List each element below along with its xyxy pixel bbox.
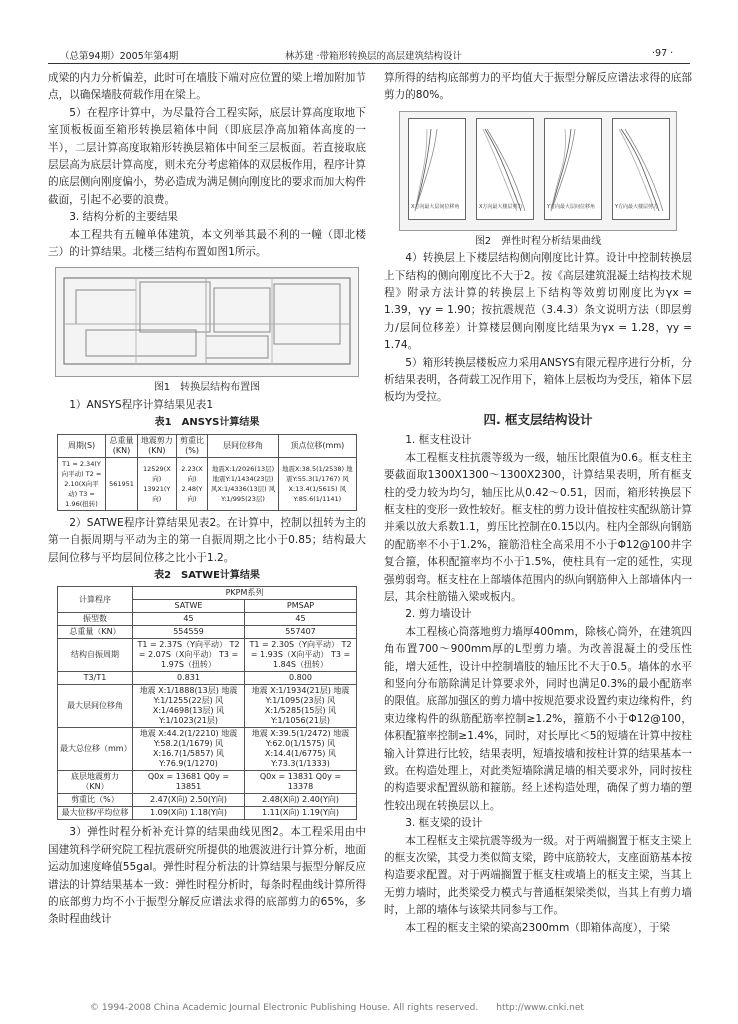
header-rule bbox=[48, 63, 690, 64]
table-cell: 554559 bbox=[133, 626, 245, 639]
table-2-satwe bbox=[57, 586, 357, 820]
table-row bbox=[58, 794, 357, 807]
table-cell: 12529(X向) 13921(Y向) bbox=[137, 457, 176, 510]
header-page-number: ·97 · bbox=[652, 48, 674, 59]
table-cell: 结构自振周期 bbox=[58, 639, 133, 672]
table-1-ansys bbox=[57, 434, 357, 511]
figure-1-floor-plan bbox=[55, 267, 359, 377]
table-header: 顶点位移(mm) bbox=[278, 434, 356, 457]
table-row bbox=[58, 457, 357, 510]
table-cell: 地震X:38.5(1/2538) 地震Y:55.3(1/1767) 风X:13.4(1/5615) 风Y:85.6(1/1141) bbox=[278, 457, 356, 510]
paragraph: 成梁的内力分析偏差，此时可在墙肢下端对应位置的梁上增加附加节点，以确保墙肢荷载作用在梁上。 bbox=[48, 72, 366, 102]
table-header: PMSAP bbox=[245, 600, 357, 613]
table-cell: T1 = 2.37S（Y向平动） T2 = 2.07S（X向平动） T3 = 1.97S（扭转） bbox=[133, 639, 245, 672]
table-header: 总重量(KN) bbox=[106, 434, 138, 457]
table-row bbox=[58, 771, 357, 794]
right-column bbox=[384, 70, 692, 937]
paragraph: 本工程框支主梁抗震等级为一级。对于两端搁置于框支主梁上的框支次梁，其受力类似简支梁，跨中底筋较大，支座面筋基本按构造要求配置。对于两端搁置于框支柱或墙上的框支主梁，当其上无剪力墙时，此类梁受力模式与普通框架梁类似，当其上有剪力墙时，上部的墙体与该梁共同参与工作。 bbox=[384, 834, 692, 917]
table-header-row bbox=[58, 587, 357, 600]
table-cell: 2.23(X向) 2.48(Y向) bbox=[176, 457, 208, 510]
left-column bbox=[48, 70, 366, 929]
table-cell: 地震 X:39.5(1/2472) 地震 Y:62.0(1/1575) 风 X:14.4(1/6775) 风 Y:73.3(1/1333) bbox=[245, 728, 357, 771]
table-cell: Q0x = 13831 Q0y = 13378 bbox=[245, 771, 357, 794]
panel-label: X方向最大楼层剪力 bbox=[479, 204, 523, 211]
table-cell: 561951 bbox=[106, 457, 138, 510]
section-heading: 四. 框支层结构设计 bbox=[483, 411, 593, 427]
table-header: 计算程序 bbox=[58, 587, 133, 613]
table-row bbox=[58, 613, 357, 626]
paragraph: 4）转换层上下楼层结构侧向刚度比计算。设计中控制转换层上下结构的侧向刚度比不大于2。按《高层建筑混凝土结构技术规程》附录方法计算的转换层上下结构等效剪切刚度比为γx = 1.39，γy = 1.90；按抗震规范（3.4.3）条文说明方法（即层剪力/层间位移差）计算楼层侧向刚度比结果为γx = 1.28，γy = 1.74。 bbox=[384, 252, 692, 352]
paragraph: 本工程框支柱抗震等级为一级，轴压比限值为0.6。框支柱主要截面取1300X1300～1300X2300，计算结果表明，所有框支柱的受力较为均匀，轴压比从0.42～0.51，因而，箱形转换层下框支柱的变形一致性较好。框支柱的剪力设计值按柱实配纵筋计算并乘以放大系数1.1，剪压比控制在0.15以内。柱内全部纵向钢筋的配筋率不小于1.2%，箍筋沿柱全高采用不小于Φ12@100井字复合箍，体积配箍率均不小于1.5%，使柱具有一定的延性，实现强剪弱弯。框支柱在上部墙体范围内的纵向钢筋伸入上部墙体内一层，其余柱筋锚入梁或板内。 bbox=[384, 451, 692, 603]
table-header: 层间位移角 bbox=[208, 434, 278, 457]
table-cell: 地震 X:1/1934(21层) 地震 Y:1/1095(23层) 风 X:1/5285(15层) 风 Y:1/1056(21层) bbox=[245, 685, 357, 728]
paragraph: 算所得的结构底部剪力的平均值大于振型分解反应谱法求得的底部剪力的80%。 bbox=[384, 72, 692, 102]
table-header: 周期(S) bbox=[58, 434, 106, 457]
paragraph: 本工程的框支主梁的梁高2300mm（即箱体高度），于梁 bbox=[405, 921, 670, 934]
table-cell: 地震 X:44.2(1/2210) 地震 Y:58.2(1/1679) 风 X:16.7(1/5857) 风 Y:76.9(1/1270) bbox=[133, 728, 245, 771]
figure-2-panel bbox=[476, 118, 534, 220]
table-row bbox=[58, 639, 357, 672]
figure-2-time-history-curves bbox=[399, 111, 677, 231]
paragraph: 2）SATWE程序计算结果见表2。在计算中，控制以扭转为主的第一自振周期与平动为主的第一自振周期之比小于0.85；结构最大层间位移与平均层间位移之比小于1.2。 bbox=[48, 516, 366, 564]
table-cell: T1 = 2.30S（Y向平动） T2 = 1.93S（X向平动） T3 = 1.84S（扭转） bbox=[245, 639, 357, 672]
table-cell: T1 = 2.34(Y向平动) T2 = 2.10(X向平动) T3 = 1.96(扭转) bbox=[58, 457, 106, 510]
table-header: PKPM系列 bbox=[133, 587, 357, 600]
floor-plan-drawing bbox=[56, 268, 358, 376]
table-cell: 2.47(X向) 2.50(Y向) bbox=[133, 794, 245, 807]
figure-2-panel bbox=[612, 118, 670, 220]
table-cell: 最大总位移（mm） bbox=[58, 728, 133, 771]
paragraph: 5）箱形转换层楼板应力采用ANSYS有限元程序进行分析，分析结果表明，各荷载工况作用下，箱体上层板均为受压，箱体下层板均为受拉。 bbox=[384, 356, 692, 404]
paragraph: 本工程共有五幢单体建筑，本文列举其最不利的一幢（即北楼三）的计算结果。北楼三结构布置如图1所示。 bbox=[48, 228, 366, 259]
table-cell: 2.48(X向) 2.40(Y向) bbox=[245, 794, 357, 807]
table-cell: 45 bbox=[133, 613, 245, 626]
table-header: SATWE bbox=[133, 600, 245, 613]
table-cell: 45 bbox=[245, 613, 357, 626]
table-cell: 1.11(X向) 1.19(Y向) bbox=[245, 807, 357, 820]
table-cell: 地震 X:1/1888(13层) 地震 Y:1/1255(22层) 风 X:1/4698(13层) 风 Y:1/1023(21层) bbox=[133, 685, 245, 728]
table-row bbox=[58, 626, 357, 639]
table-cell: 底层地震剪力（KN） bbox=[58, 771, 133, 794]
table-cell: 地震X:1/2026(13层) 地震Y:1/1434(23层) 风X:1/4336(13层) 风Y:1/995(23层) bbox=[208, 457, 278, 510]
footer-copyright: © 1994-2008 China Academic Journal Electronic Publishing House. All rights reserved. http://www.cnki.net bbox=[90, 1003, 584, 1013]
table-cell: 振型数 bbox=[58, 613, 133, 626]
table-cell: Q0x = 13681 Q0y = 13851 bbox=[133, 771, 245, 794]
figure-2-caption: 图2 弹性时程分析结果曲线 bbox=[474, 235, 602, 247]
figure-2-panel bbox=[544, 118, 602, 220]
panel-label: Y方向最大楼层剪力 bbox=[615, 204, 659, 211]
subsection-heading: 2. 剪力墙设计 bbox=[405, 608, 472, 621]
table-cell: T3/T1 bbox=[58, 672, 133, 685]
table-row bbox=[58, 807, 357, 820]
paragraph: 5）在程序计算中，为尽量符合工程实际，底层计算高度取地下室顶板板面至箱形转换层箱体中间（即底层净高加箱体高度的一半），二层计算高度取箱形转换层箱体中间至三层板面。若直接取底层层高为底层计算高度，则未充分考虑箱体的双层板作用，程序计算的底层侧向刚度偏小，势必造成为满足侧向刚度比的要求而加大构件截面，引起不必要的浪费。 bbox=[48, 106, 366, 206]
table-row bbox=[58, 728, 357, 771]
subsection-heading: 3. 结构分析的主要结果 bbox=[69, 211, 179, 224]
paragraph: 1）ANSYS程序计算结果见表1 bbox=[69, 398, 214, 411]
header-issue: （总第94期）2005年第4期 bbox=[60, 51, 179, 62]
figure-2-panel bbox=[408, 118, 466, 220]
panel-label: X方向最大层间位移角 bbox=[411, 204, 460, 211]
table-2-title: 表2 SATWE计算结果 bbox=[154, 569, 260, 581]
table-cell: 557407 bbox=[245, 626, 357, 639]
table-cell: 总重量（KN） bbox=[58, 626, 133, 639]
paragraph: 本工程核心筒落地剪力墙厚400mm，除核心筒外，在建筑四角布置700～900mm厚的L型剪力墙。为改善混凝土的受压性能，增大延性，设计中控制墙肢的轴压比不大于0.5。墙体的水平和竖向分布筋除满足计算要求外，同时也满足0.3%的最小配筋率的限值。底部加强区的剪力墙中按规范要求设置约束边缘构件，约束边缘构件的纵筋配筋率控制≥1.2%，箍筋不小于Φ12@100，体积配箍率控制≥1.4%，同时，对长厚比＜5的短墙在计算中按柱输入计算进行比较，结果表明，短墙按墙和按柱计算的结果基本一致。在构造处理上，对此类短墙除满足墙的相关要求外，同时按柱的构造要求配置纵筋和箍筋。经上述构造处理，确保了剪力墙的塑性较出现在转换层以上。 bbox=[384, 625, 692, 812]
table-2-body bbox=[58, 613, 357, 820]
paragraph: 3）弹性时程分析补充计算的结果曲线见图2。本工程采用由中国建筑科学研究院工程抗震研究所提供的地震波进行计算分析，地面运动加速度峰值55gal。弹性时程分析法的计算结果与振型分解反应谱法的计算结果基本一致：弹性时程分析时，每条时程曲线计算所得的底部剪力均不小于振型分解反应谱法求得的底部剪力的65%，多条时程曲线计 bbox=[48, 826, 366, 926]
table-cell: 1.09(X向) 1.18(Y向) bbox=[133, 807, 245, 820]
table-cell: 最大层间位移角 bbox=[58, 685, 133, 728]
header-running-title: 林苏建 ·带箱形转换层的高层建筑结构设计 bbox=[285, 51, 463, 62]
table-1-title: 表1 ANSYS计算结果 bbox=[154, 417, 260, 429]
table-cell: 剪重比（%） bbox=[58, 794, 133, 807]
table-row bbox=[58, 685, 357, 728]
table-cell: 最大位移/平均位移 bbox=[58, 807, 133, 820]
table-header: 剪重比(%) bbox=[176, 434, 208, 457]
subsection-heading: 1. 框支柱设计 bbox=[405, 434, 472, 447]
table-cell: 0.831 bbox=[133, 672, 245, 685]
table-cell: 0.800 bbox=[245, 672, 357, 685]
subsection-heading: 3. 框支梁的设计 bbox=[405, 817, 483, 830]
table-row bbox=[58, 672, 357, 685]
panel-label: Y方向最大层间位移角 bbox=[547, 204, 596, 211]
figure-1-caption: 图1 转换层结构布置图 bbox=[153, 382, 261, 394]
table-header: 地震剪力(KN) bbox=[137, 434, 176, 457]
table-header-row bbox=[58, 434, 357, 457]
